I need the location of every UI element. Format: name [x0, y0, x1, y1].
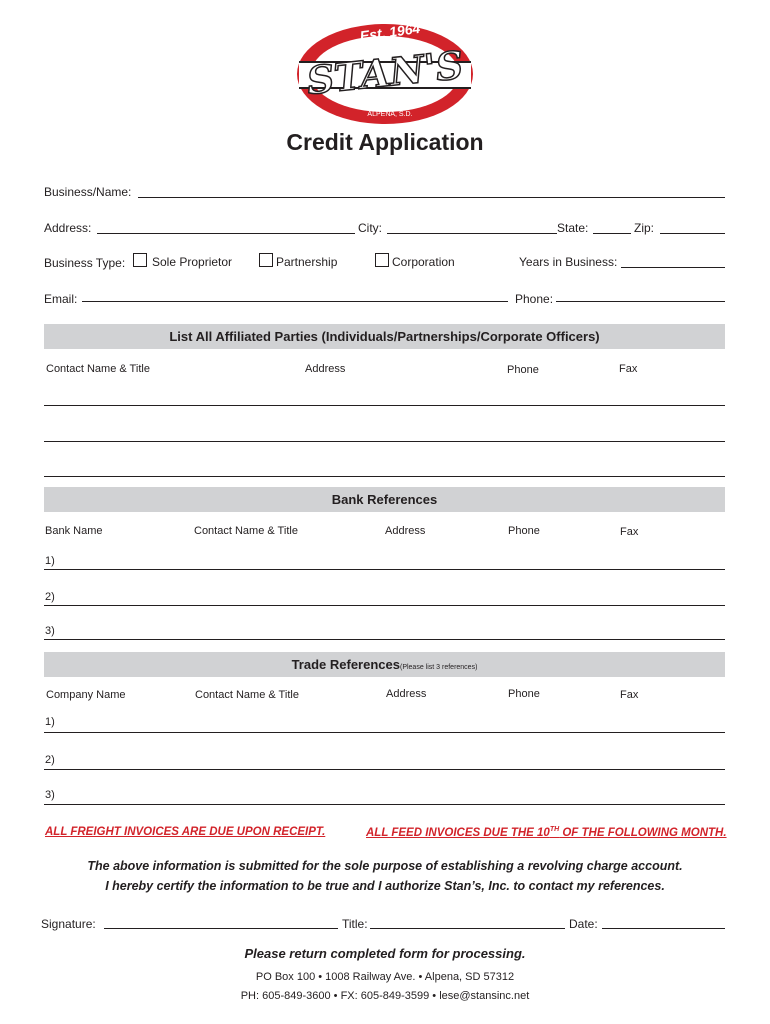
- trade-col-fax: Fax: [620, 689, 639, 701]
- feed-notice-superscript: TH: [549, 826, 560, 833]
- title-label: Title:: [342, 917, 368, 931]
- trade-row-line[interactable]: [44, 732, 725, 733]
- bank-row-line[interactable]: [44, 639, 725, 640]
- email-field[interactable]: [82, 301, 508, 302]
- affiliated-col-contact: Contact Name & Title: [46, 363, 150, 375]
- return-instructions: Please return completed form for processing.: [244, 946, 526, 961]
- phone-label: Phone:: [515, 292, 554, 306]
- business-type-label: Business Type:: [44, 256, 126, 270]
- zip-field[interactable]: [660, 233, 725, 234]
- signature-field[interactable]: [104, 928, 338, 929]
- address-field[interactable]: [97, 233, 355, 234]
- partnership-label: Partnership: [276, 255, 338, 269]
- partnership-checkbox[interactable]: [259, 253, 273, 267]
- trade-row-line[interactable]: [44, 804, 725, 805]
- affiliated-parties-header: List All Affiliated Parties (Individuals/Partnerships/Corporate Officers): [44, 324, 725, 349]
- corporation-label: Corporation: [392, 255, 455, 269]
- email-label: Email:: [44, 292, 78, 306]
- state-label: State:: [557, 221, 589, 235]
- business-name-label: Business/Name:: [44, 185, 132, 199]
- trade-row-line[interactable]: [44, 769, 725, 770]
- logo-location: ALPENA, S.D.: [367, 111, 413, 118]
- bank-col-fax: Fax: [620, 526, 639, 538]
- footer-contact: PH: 605-849-3600 • FX: 605-849-3599 • lese@stansinc.net: [240, 990, 530, 1002]
- trade-col-phone: Phone: [508, 688, 540, 700]
- trade-row-number: 1): [45, 716, 55, 728]
- zip-label: Zip:: [634, 221, 655, 235]
- feed-notice-text-end: OF THE FOLLOWING MONTH.: [559, 826, 727, 839]
- bank-row-number: 3): [45, 625, 55, 637]
- address-label: Address:: [44, 221, 92, 235]
- trade-col-company: Company Name: [46, 689, 126, 701]
- trade-col-address: Address: [386, 688, 427, 700]
- affiliated-row-line[interactable]: [44, 405, 725, 406]
- bank-row-number: 2): [45, 591, 55, 603]
- affiliated-col-fax: Fax: [619, 363, 638, 375]
- affiliated-col-phone: Phone: [507, 364, 539, 376]
- bank-col-phone: Phone: [508, 525, 540, 537]
- bank-references-header: Bank References: [44, 487, 725, 512]
- feed-notice-text: ALL FEED INVOICES DUE THE 10: [366, 826, 550, 839]
- logo-brand: STAN'S: [304, 41, 466, 104]
- affiliated-row-line[interactable]: [44, 476, 725, 477]
- trade-col-contact: Contact Name & Title: [195, 689, 299, 701]
- certification-line-1: The above information is submitted for the sole purpose of establishing a revolving charge account.: [87, 859, 683, 873]
- bank-row-line[interactable]: [44, 605, 725, 606]
- sole-proprietor-checkbox[interactable]: [133, 253, 147, 267]
- trade-row-number: 3): [45, 789, 55, 801]
- years-in-business-field[interactable]: [621, 267, 725, 268]
- state-field[interactable]: [593, 233, 631, 234]
- date-field[interactable]: [602, 928, 725, 929]
- bank-col-contact: Contact Name & Title: [194, 525, 298, 537]
- page-title: Credit Application: [286, 129, 484, 155]
- city-field[interactable]: [387, 233, 557, 234]
- phone-field[interactable]: [556, 301, 725, 302]
- date-label: Date:: [569, 917, 598, 931]
- city-label: City:: [358, 221, 382, 235]
- bank-row-number: 1): [45, 555, 55, 567]
- years-in-business-label: Years in Business:: [519, 255, 618, 269]
- trade-row-number: 2): [45, 754, 55, 766]
- corporation-checkbox[interactable]: [375, 253, 389, 267]
- footer-address: PO Box 100 • 1008 Railway Ave. • Alpena, SD 57312: [255, 971, 515, 983]
- sole-proprietor-label: Sole Proprietor: [152, 255, 233, 269]
- affiliated-col-address: Address: [305, 363, 346, 375]
- title-field[interactable]: [370, 928, 565, 929]
- freight-invoice-notice: ALL FREIGHT INVOICES ARE DUE UPON RECEIPT.: [45, 826, 326, 838]
- logo-established: Est. 1964: [358, 19, 422, 45]
- feed-invoice-notice: [366, 826, 727, 839]
- signature-label: Signature:: [41, 917, 96, 931]
- affiliated-row-line[interactable]: [44, 441, 725, 442]
- certification-line-2: I hereby certify the information to be true and I authorize Stan’s, Inc. to contact my references.: [105, 879, 665, 893]
- bank-row-line[interactable]: [44, 569, 725, 570]
- trade-references-title: Trade References: [291, 657, 400, 672]
- trade-references-header: [44, 652, 725, 677]
- trade-references-note: (Please list 3 references): [399, 664, 478, 671]
- business-name-field[interactable]: [138, 197, 725, 198]
- bank-col-address: Address: [385, 525, 426, 537]
- bank-col-name: Bank Name: [45, 525, 103, 537]
